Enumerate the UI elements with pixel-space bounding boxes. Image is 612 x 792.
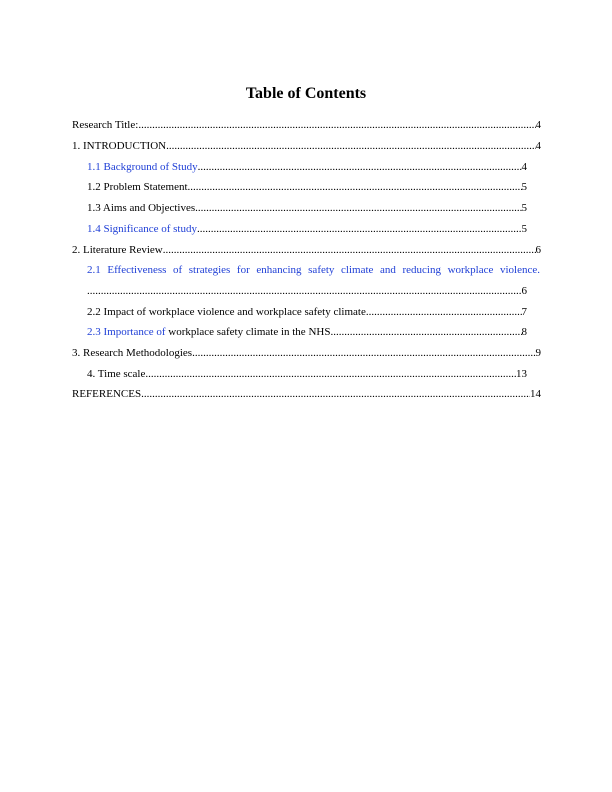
dot-leader bbox=[195, 201, 521, 215]
toc-entry-introduction[interactable] bbox=[72, 139, 541, 153]
toc-page-number: 4 bbox=[535, 140, 541, 152]
toc-page-number: 8 bbox=[521, 326, 527, 338]
toc-entry-aims-objectives[interactable] bbox=[87, 201, 527, 215]
toc-page-number: 6 bbox=[521, 285, 527, 297]
toc-entry-impact[interactable] bbox=[87, 305, 527, 319]
dot-leader bbox=[145, 367, 516, 381]
toc-page-number: 5 bbox=[521, 181, 527, 193]
toc-entry-research-title[interactable] bbox=[72, 118, 541, 132]
toc-entry-label: 1.4 Significance of study bbox=[87, 223, 197, 235]
toc-entry-label-link-part: 2.3 Importance of bbox=[87, 326, 166, 338]
toc-entry-problem-statement[interactable] bbox=[87, 180, 527, 194]
toc-entry-label bbox=[87, 325, 330, 339]
toc-entry-label: 1.3 Aims and Objectives bbox=[87, 202, 196, 214]
toc-entry-label: Research Title: bbox=[72, 119, 139, 131]
dot-leader bbox=[166, 139, 535, 153]
toc-page-number: 5 bbox=[521, 223, 527, 235]
dot-leader bbox=[138, 118, 535, 132]
dot-leader bbox=[330, 325, 521, 339]
toc-page-number: 6 bbox=[535, 244, 541, 256]
dot-leader bbox=[87, 284, 522, 298]
dot-leader bbox=[197, 222, 522, 236]
toc-entry-label: 3. Research Methodologies bbox=[72, 347, 193, 359]
toc-entry-label: 1.1 Background of Study bbox=[87, 161, 198, 173]
toc-entry-label: 1.2 Problem Statement bbox=[87, 181, 188, 193]
toc-page-number: 4 bbox=[521, 161, 527, 173]
toc-entry-background[interactable] bbox=[87, 160, 527, 174]
toc-entry-label: 4. Time scale bbox=[87, 368, 146, 380]
toc-entry-effectiveness-leader[interactable] bbox=[87, 284, 527, 298]
dot-leader bbox=[188, 180, 522, 194]
dot-leader bbox=[198, 160, 522, 174]
dot-leader bbox=[163, 243, 536, 257]
toc-entry-label-text-part: workplace safety climate in the NHS bbox=[165, 326, 331, 338]
toc-page-number: 7 bbox=[521, 306, 527, 318]
toc-page-number: 5 bbox=[521, 202, 527, 214]
toc-entry-research-methodologies[interactable] bbox=[72, 346, 541, 360]
toc-page-number: 14 bbox=[530, 388, 541, 400]
toc-title: Table of Contents bbox=[245, 85, 367, 102]
toc-entry-time-scale[interactable] bbox=[87, 367, 527, 381]
toc-entry-literature-review[interactable] bbox=[72, 243, 541, 257]
toc-entry-importance[interactable] bbox=[87, 325, 527, 339]
toc-entry-references[interactable] bbox=[72, 387, 541, 401]
toc-entry-effectiveness-label[interactable]: 2.1 Effectiveness of strategies for enhancing safety climate and reducing workplace violence. bbox=[87, 264, 540, 276]
toc-entry-label: 1. INTRODUCTION bbox=[72, 140, 167, 152]
toc-page-number: 13 bbox=[516, 368, 527, 380]
dot-leader bbox=[192, 346, 535, 360]
toc-entry-label: REFERENCES bbox=[72, 388, 142, 400]
toc-entry-significance[interactable] bbox=[87, 222, 527, 236]
dot-leader bbox=[141, 387, 530, 401]
toc-page-number: 4 bbox=[535, 119, 541, 131]
toc-page-number: 9 bbox=[535, 347, 541, 359]
toc-entry-label: 2. Literature Review bbox=[72, 244, 163, 256]
toc-entry-label: 2.2 Impact of workplace violence and workplace safety climate bbox=[87, 306, 366, 318]
dot-leader bbox=[366, 305, 522, 319]
